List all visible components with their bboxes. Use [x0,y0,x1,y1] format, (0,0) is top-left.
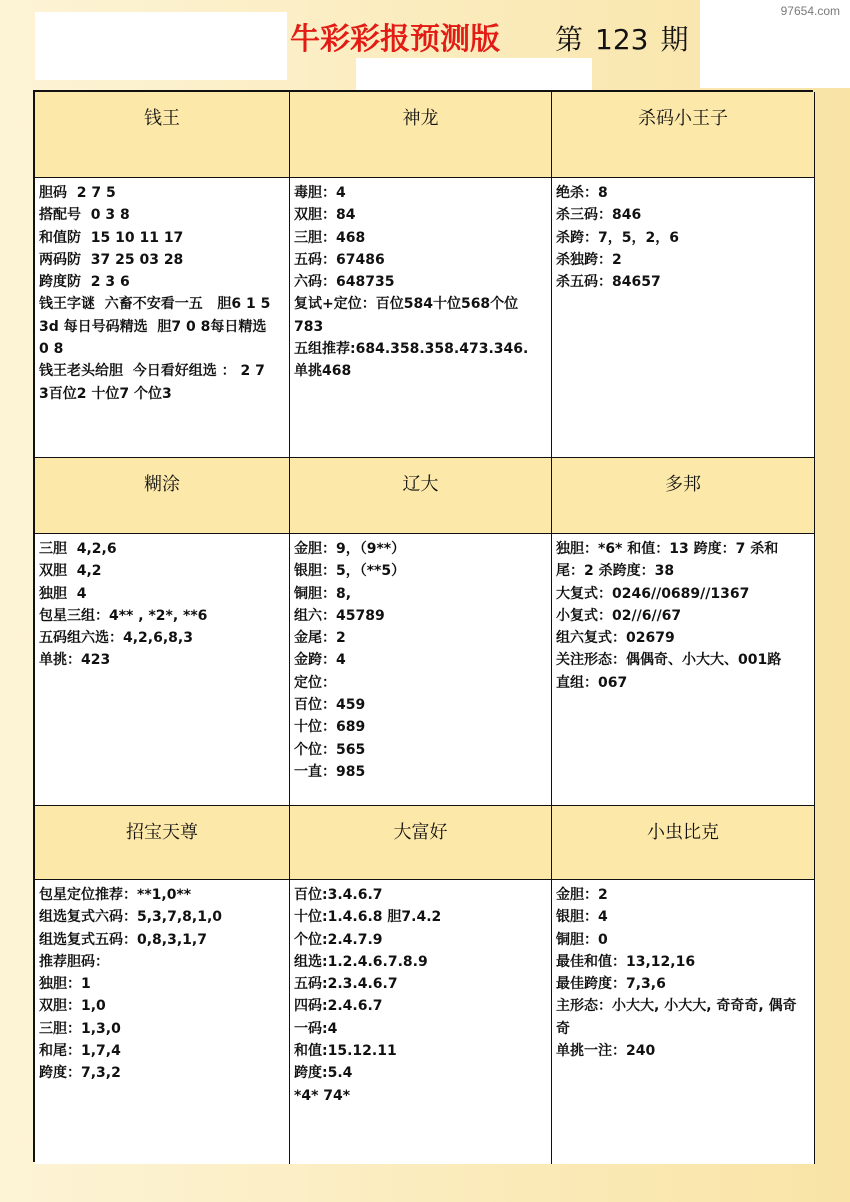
issue-suffix: 期 [660,23,689,56]
prediction-line: 五码:2.3.4.6.7 [294,976,398,993]
issue-prefix: 第 [555,23,584,56]
prediction-line: 小复式：02//6//67 [556,607,682,624]
prediction-line: 银胆：4 [556,909,608,926]
prediction-line: 十位：689 [294,719,366,736]
section-header: 杀码小王子 [552,92,815,178]
prediction-line: 铜胆：8, [294,585,352,602]
section-header: 多邦 [552,458,815,534]
prediction-line: 组六复式：02679 [556,630,675,647]
prediction-line: 跨度防 2 3 6 [39,274,130,291]
prediction-line: 钱王字谜 六畜不安看一五 胆6 1 5 [39,296,271,313]
prediction-line: 0 8 [39,341,64,358]
header-blank-center [356,58,592,92]
prediction-line: 跨度：7,3,2 [39,1065,121,1082]
prediction-line: 和值:15.12.11 [294,1043,397,1060]
page-title: 牛彩彩报预测版 [290,22,500,57]
header-blank-left [35,12,287,80]
section-body [290,534,552,806]
prediction-line: 六码：648735 [294,274,395,291]
prediction-line: 3d 每日号码精选 胆7 0 8每日精选 [39,318,267,335]
prediction-line: 最佳和值：13,12,16 [556,953,696,970]
prediction-line: 和值防 15 10 11 17 [39,229,184,246]
prediction-line: 两码防 37 25 03 28 [39,251,184,268]
section-body [290,178,552,458]
prediction-line: 五码：67486 [294,251,385,268]
prediction-line: 组选:1.2.4.6.7.8.9 [294,953,428,970]
prediction-line: 直组：067 [556,674,628,691]
prediction-line: 和尾：1,7,4 [39,1043,121,1060]
prediction-line: 组选复式六码：5,3,7,8,1,0 [39,909,223,926]
prediction-line: 推荐胆码： [39,953,109,970]
prediction-line: 单挑：423 [39,652,111,669]
prediction-line: 绝杀：8 [556,185,608,201]
prediction-line: 一码:4 [294,1020,338,1037]
prediction-line: 双胆 4,2 [39,563,102,580]
prediction-line: 个位：565 [294,741,366,758]
prediction-line: 杀跨：7，5，2，6 [556,229,679,246]
prediction-line: 3百位2 十位7 个位3 [39,385,172,402]
prediction-line: 尾：2 杀跨度：38 [556,563,675,580]
prediction-line: 大复式：0246//0689//1367 [556,585,750,602]
prediction-line: 双胆：84 [294,207,356,224]
forecast-table [33,90,813,1162]
section-body [552,178,815,458]
prediction-line: 单挑一注：240 [556,1043,656,1060]
prediction-line: 百位:3.4.6.7 [294,887,383,903]
section-body [552,880,815,1164]
prediction-line: 最佳跨度：7,3,6 [556,976,666,993]
prediction-line: 单挑468 [294,363,352,380]
prediction-line: 金尾：2 [294,630,346,647]
prediction-line: 十位:1.4.6.8 胆7.4.2 [294,909,442,926]
prediction-line: 关注形态：偶偶奇、小大大、001路 [556,652,782,669]
prediction-line: 胆码 2 7 5 [39,185,116,201]
prediction-line: 金胆：2 [556,887,608,903]
prediction-line: 搭配号 0 3 8 [39,207,130,224]
issue-label [555,18,700,58]
prediction-line: 跨度:5.4 [294,1065,353,1082]
prediction-line: 银胆：5，（**5） [294,563,406,580]
section-body [35,178,290,458]
section-body [35,880,290,1164]
section-body [290,880,552,1164]
prediction-line: 双胆：1,0 [39,998,106,1015]
prediction-line: 独胆 4 [39,585,87,602]
prediction-line: 铜胆：0 [556,931,608,948]
watermark: 97654.com [777,3,844,19]
prediction-line: 个位:2.4.7.9 [294,931,383,948]
prediction-line: 杀独跨：2 [556,251,622,268]
prediction-line: 一直：985 [294,763,366,780]
prediction-line: 金胆：9，（9**） [294,541,406,557]
prediction-line: 主形态：小大大, 小大大, 奇奇奇, 偶奇 [556,998,797,1015]
prediction-line: 百位：459 [294,697,366,714]
prediction-line: 金跨：4 [294,652,346,669]
prediction-line: 杀五码：84657 [556,274,661,291]
prediction-line: 四码:2.4.6.7 [294,998,383,1015]
prediction-line: 三胆：468 [294,229,366,246]
prediction-line: 独胆：1 [39,976,91,993]
prediction-line: 组选复式五码：0,8,3,1,7 [39,931,207,948]
prediction-line: 组六：45789 [294,607,385,624]
section-header: 神龙 [290,92,552,178]
prediction-line: 五码组六选：4,2,6,8,3 [39,630,193,647]
section-body [35,534,290,806]
prediction-line: 包星三组：4** , *2*, **6 [39,607,208,624]
section-body [552,534,815,806]
section-header: 小虫比克 [552,806,815,880]
section-header: 大富好 [290,806,552,880]
section-header: 辽大 [290,458,552,534]
prediction-line: *4* 74* [294,1087,351,1104]
prediction-line: 五组推荐:684.358.358.473.346. [294,341,529,358]
prediction-line: 毒胆：4 [294,185,346,201]
prediction-line: 定位： [294,674,336,691]
section-header: 钱王 [35,92,290,178]
prediction-line: 三胆 4,2,6 [39,541,117,557]
prediction-line: 杀三码：846 [556,207,642,224]
section-header: 糊涂 [35,458,290,534]
prediction-line: 包星定位推荐：**1,0** [39,887,192,903]
prediction-line: 783 [294,318,324,335]
prediction-line: 钱王老头给胆 今日看好组选 ： 2 7 [39,363,265,380]
prediction-line: 独胆：*6* 和值：13 跨度：7 杀和 [556,541,779,557]
prediction-line: 三胆：1,3,0 [39,1020,121,1037]
section-header: 招宝天尊 [35,806,290,880]
prediction-line: 奇 [556,1020,570,1037]
issue-number: 123 [595,23,649,56]
prediction-line: 复试+定位：百位584十位568个位 [294,296,519,313]
